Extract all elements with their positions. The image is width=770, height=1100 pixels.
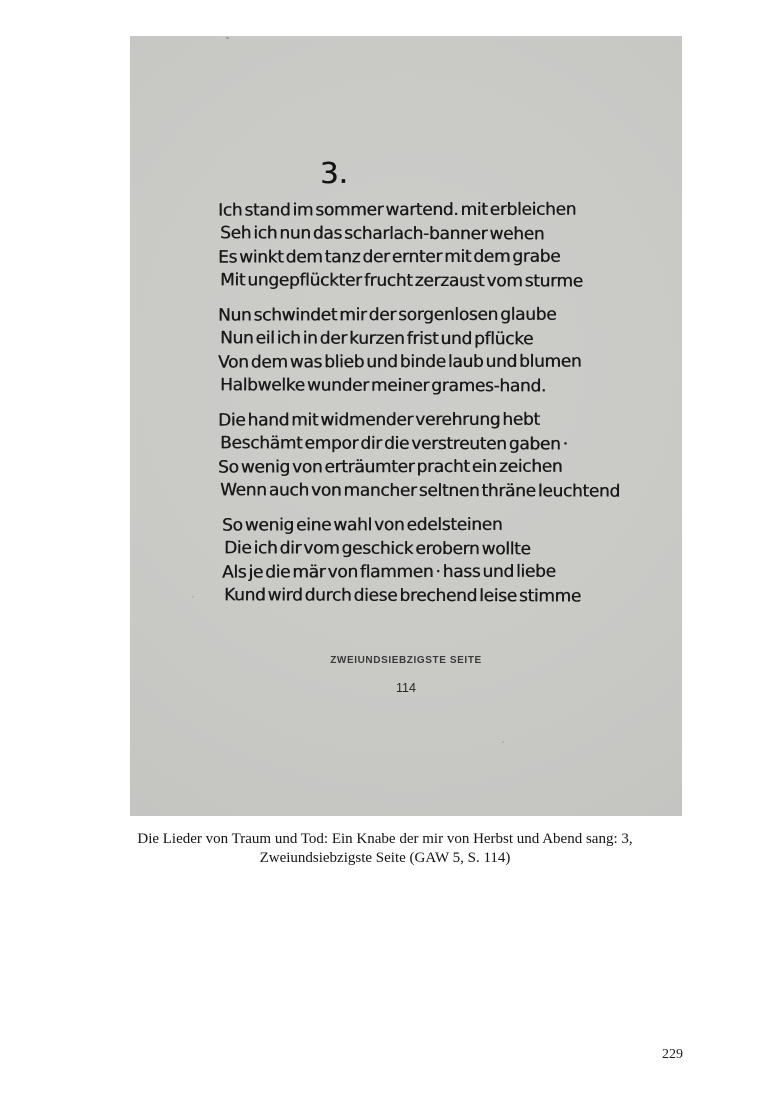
caption-line-1: Die Lieder von Traum und Tod: Ein Knabe der mir von Herbst und Abend sang: 3, [137,831,633,847]
poem-stanza-3 [218,409,658,503]
scan-page-heading: ZWEIUNDSIEBZIGSTE SEITE [330,655,482,666]
poem-line: So wenig von erträumter pracht ein zeichen [217,456,563,478]
poem-line: Wenn auch von mancher seltnen thräne leuchtend [219,479,620,502]
handwritten-poem [218,199,658,608]
poem-line: So wenig eine wahl von edelsteinen [221,514,503,536]
caption-line-2: Zweiundsiebzigste Seite (GAW 5, S. 114) [259,850,511,866]
poem-line: Die ich dir vom geschick erobern wollte [223,537,531,559]
scan-dust-speck [192,596,194,598]
poem-line: Halbwelke wunder meiner grames-hand. [219,374,546,396]
poem-line: Von dem was blieb und binde laub und blumen [217,351,582,373]
poem-line: Mit ungepflückter frucht zerzaust vom sturme [219,269,583,292]
scan-dust-speck [502,741,504,743]
poem-stanza-2 [218,304,658,398]
poem-line: Nun schwindet mir der sorgenlosen glaube [217,304,557,326]
poem-line: Es winkt dem tanz der ernter mit dem grabe [217,246,561,268]
poem-stanza-1 [218,199,658,293]
scan-page-number: 114 [396,681,416,695]
facsimile-scan [130,36,682,816]
poem-line: Seh ich nun das scharlach-banner wehen [219,222,545,244]
poem-stanza-4 [218,514,658,608]
figure-caption [0,830,770,868]
poem-line: Beschämt empor dir die verstreuten gaben · [219,432,568,454]
poem-line: Die hand mit widmender verehrung hebt [217,409,540,431]
poem-section-number: 3. [319,155,348,191]
poem-line: Als je die mär von flammen · hass und liebe [221,561,556,583]
poem-line: Nun eil ich in der kurzen frist und pflücke [219,327,534,349]
scan-dust-speck [226,37,229,39]
poem-line: Ich stand im sommer wartend. mit erbleichen [217,199,577,221]
page-number: 229 [662,1047,683,1062]
poem-line: Kund wird durch diese brechend leise stimme [223,584,581,606]
